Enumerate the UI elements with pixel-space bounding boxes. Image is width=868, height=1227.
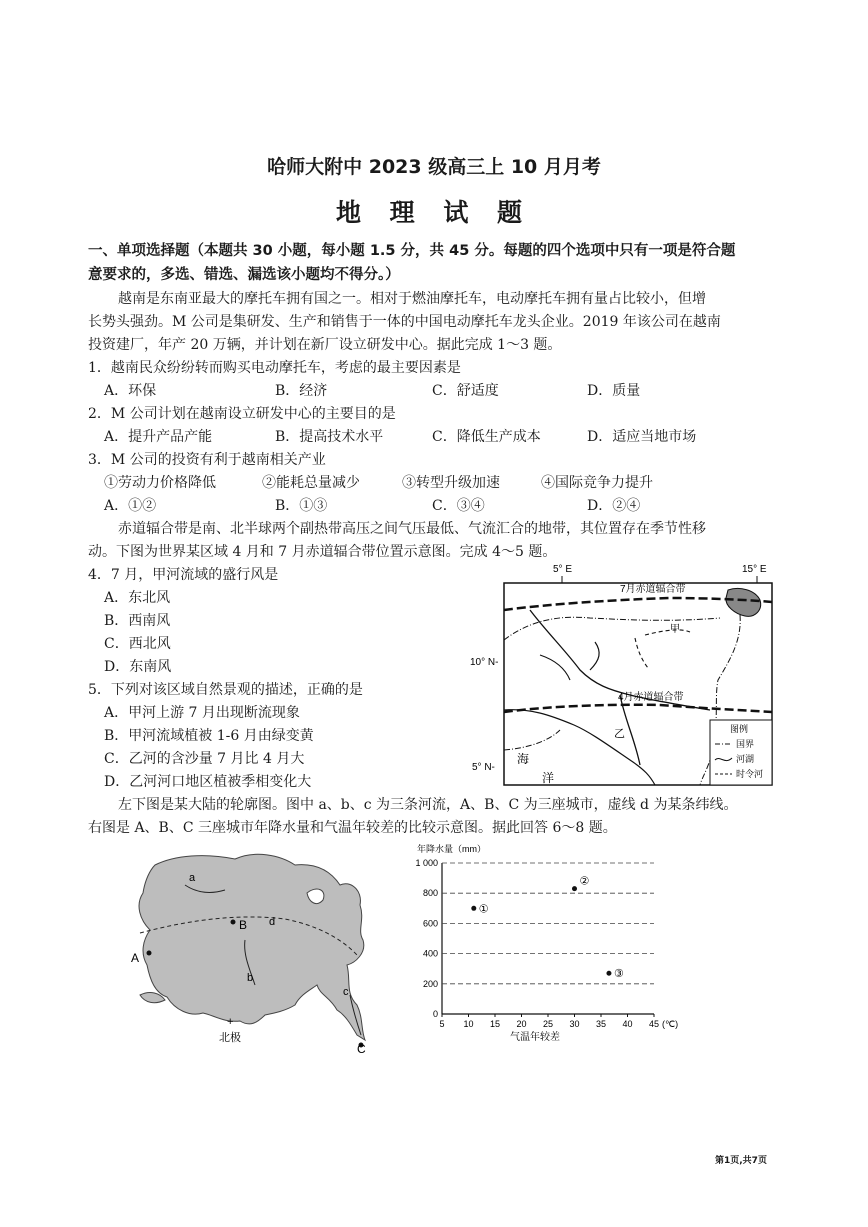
- q1-stem: 1．越南民众纷纷转而购买电动摩托车，考虑的最主要因素是: [88, 360, 461, 376]
- data-point-label: ③: [613, 968, 624, 981]
- q2-option-a: A．提升产品产能: [104, 429, 213, 445]
- y-tick-label: 200: [422, 978, 438, 989]
- river-yi-label: 乙: [614, 728, 625, 740]
- city-c-label: C: [357, 1042, 366, 1056]
- line-d-label: d: [269, 916, 276, 928]
- north-pole-marker: +: [227, 1016, 234, 1028]
- continent-map: [125, 845, 385, 1060]
- passage1-line: 长势头强劲。M 公司是集研发、生产和销售于一体的中国电动摩托车龙头企业。2019 年该公司在越南: [88, 314, 721, 330]
- q1-option-d: D．质量: [587, 383, 641, 399]
- legend-seasonal: 时令河: [736, 769, 764, 779]
- y-tick-label: 0: [432, 1009, 438, 1019]
- q2-option-b: B．提高技术水平: [275, 429, 384, 445]
- x-tick-label: 5: [439, 1019, 445, 1029]
- lon-label-right: 15° E: [742, 564, 767, 575]
- q4-option-c: C．西北风: [104, 636, 171, 652]
- q5-option-b: B．甲河流域植被 1-6 月由绿变黄: [104, 728, 314, 744]
- city-a-dot: [147, 951, 152, 956]
- city-b-dot: [231, 920, 236, 925]
- q3-option-b: B．①③: [275, 498, 328, 514]
- data-point: [471, 906, 476, 911]
- q3-item-3: ③转型升级加速: [402, 475, 500, 491]
- q3-option-d: D．②④: [587, 498, 641, 514]
- q4-option-b: B．西南风: [104, 613, 171, 629]
- x-tick-label: 40: [622, 1019, 633, 1029]
- river-b-label: b: [247, 972, 254, 984]
- city-a-label: A: [131, 951, 140, 965]
- city-b-label: B: [239, 918, 248, 932]
- passage2-line: 赤道辐合带是南、北半球两个副热带高压之间气压最低、气流汇合的地带，其位置存在季节性移: [118, 521, 706, 537]
- q5-stem: 5．下列对该区域自然景观的描述，正确的是: [88, 682, 363, 698]
- sea-label-1: 海: [517, 752, 530, 766]
- x-tick-label: 25: [542, 1019, 554, 1029]
- x-tick-label: 45: [648, 1019, 660, 1029]
- data-point: [572, 886, 577, 891]
- q3-item-2: ②能耗总量减少: [262, 475, 360, 491]
- river-a-label: a: [189, 872, 196, 884]
- q2-stem: 2．M 公司计划在越南设立研发中心的主要目的是: [88, 406, 396, 422]
- sea-label-2: 洋: [542, 771, 555, 785]
- q5-option-a: A．甲河上游 7 月出现断流现象: [104, 705, 300, 721]
- river-jia-label: 甲: [670, 624, 680, 635]
- passage3-line: 左下图是某大陆的轮廓图。图中 a、b、c 为三条河流，A、B、C 为三座城市，虚线 d 为某条纬线。: [118, 797, 738, 813]
- continent-outline: [139, 854, 365, 1040]
- q4-option-a: A．东北风: [104, 590, 171, 606]
- passage2-line: 动。下图为世界某区域 4 月和 7 月赤道辐合带位置示意图。完成 4～5 题。: [88, 544, 557, 560]
- data-point-label: ②: [579, 875, 590, 888]
- page-number: 第1页,共7页: [715, 1156, 767, 1166]
- q5-option-d: D．乙河河口地区植被季相变化大: [104, 774, 312, 790]
- y-tick-label: 600: [422, 918, 438, 929]
- passage1-line: 越南是东南亚最大的摩托车拥有国之一。相对于燃油摩托车，电动摩托车拥有量占比较小，但增: [118, 291, 706, 307]
- river-c-label: c: [343, 986, 349, 998]
- passage3-line: 右图是 A、B、C 三座城市年降水量和气温年较差的比较示意图。据此回答 6～8 题。: [88, 820, 617, 836]
- q1-option-c: C．舒适度: [432, 383, 499, 399]
- lat-label-bottom: 5° N-: [472, 762, 495, 773]
- chart-ylabel: 年降水量（mm）: [417, 844, 486, 854]
- itcz-map: [470, 560, 785, 790]
- data-point: [606, 971, 611, 976]
- x-tick-label: 35: [595, 1019, 607, 1029]
- q5-option-c: C．乙河的含沙量 7 月比 4 月大: [104, 751, 305, 767]
- x-tick-label: 30: [569, 1019, 580, 1029]
- x-tick-label: 20: [516, 1019, 527, 1029]
- itcz-july-label: 7月赤道辐合带: [620, 584, 686, 595]
- q1-option-a: A．环保: [104, 383, 157, 399]
- q2-option-c: C．降低生产成本: [432, 429, 541, 445]
- q4-stem: 4．7 月，甲河流域的盛行风是: [88, 567, 279, 583]
- section-heading-line2: 意要求的，多选、错选、漏选该小题均不得分。）: [88, 267, 400, 283]
- chart-xlabel: 气温年较差: [510, 1032, 560, 1043]
- q3-option-c: C．③④: [432, 498, 485, 514]
- legend-border: 国界: [736, 739, 755, 749]
- q3-item-4: ④国际竞争力提升: [541, 475, 653, 491]
- data-point-label: ①: [478, 903, 489, 916]
- q4-option-d: D．东南风: [104, 659, 172, 675]
- q3-item-1: ①劳动力价格降低: [104, 475, 216, 491]
- q3-stem: 3．M 公司的投资有利于越南相关产业: [88, 452, 326, 468]
- q2-option-d: D．适应当地市场: [587, 429, 697, 445]
- y-tick-label: 400: [422, 948, 438, 959]
- x-tick-label: 10: [463, 1019, 474, 1029]
- itcz-april-label: 4月赤道辐合带: [618, 692, 684, 703]
- exam-title: 哈师大附中 2023 级高三上 10 月月考: [267, 156, 601, 178]
- y-tick-label: 800: [422, 888, 438, 899]
- legend-title: 图例: [730, 724, 749, 734]
- north-pole-label: 北极: [219, 1032, 241, 1044]
- section-heading-line1: 一、单项选择题（本题共 30 小题，每小题 1.5 分，共 45 分。每题的四个选项中只有一项是符合题: [88, 243, 736, 259]
- legend-river: 河湖: [736, 754, 755, 764]
- y-tick-label: 1 000: [415, 858, 438, 868]
- lat-label-top: 10° N-: [470, 657, 499, 668]
- q1-option-b: B．经济: [275, 383, 328, 399]
- lon-label-left: 5° E: [553, 564, 573, 575]
- passage1-line: 投资建厂，年产 20 万辆，并计划在新厂设立研发中心。据此完成 1～3 题。: [88, 337, 562, 353]
- q3-option-a: A．①②: [104, 498, 157, 514]
- subject-title: 地 理 试 题: [335, 198, 533, 227]
- x-tick-label: 15: [489, 1019, 501, 1029]
- chart-xunit: (℃): [662, 1019, 679, 1029]
- scatter-chart: [390, 840, 690, 1055]
